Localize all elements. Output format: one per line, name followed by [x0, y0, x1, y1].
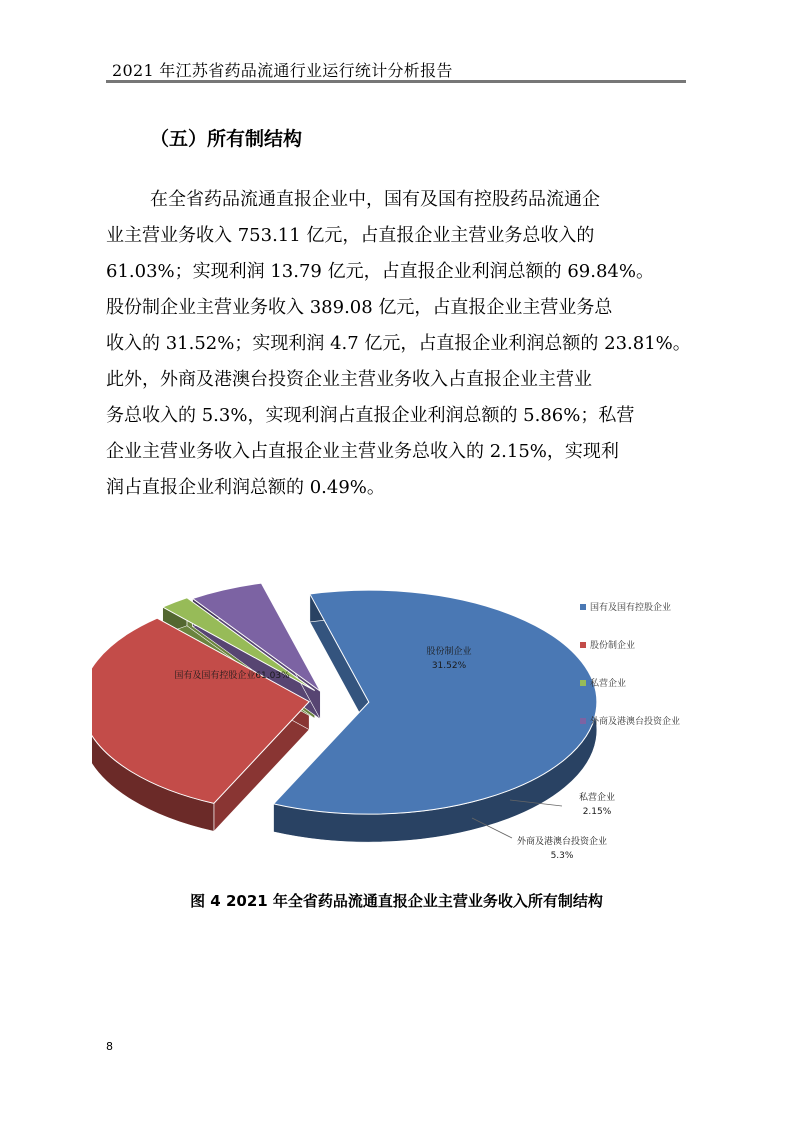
slice-label: 私营企业 — [578, 793, 616, 803]
header-rule — [106, 80, 686, 83]
paragraph-line: 业主营业务收入 753.11 亿元，占直报企业主营业务总收入的 — [106, 225, 595, 246]
slice-label: 国有及国有控股企业61.03% — [174, 671, 290, 681]
slice-value-label: 5.3% — [550, 851, 574, 861]
legend-swatch — [580, 718, 586, 724]
legend-swatch — [580, 604, 586, 610]
paragraph-line: 此外，外商及港澳台投资企业主营业务收入占直报企业主营业 — [106, 369, 592, 390]
legend-swatch — [580, 642, 586, 648]
pie-chart-svg — [92, 582, 712, 882]
section-title: （五）所有制结构 — [150, 128, 303, 150]
header-title: 2021 年江苏省药品流通行业运行统计分析报告 — [112, 61, 453, 80]
page-number: 8 — [106, 1040, 113, 1053]
slice-label: 股份制企业 — [426, 647, 472, 657]
legend-item: 外商及港澳台投资企业 — [590, 717, 681, 727]
legend-item: 私营企业 — [590, 679, 627, 689]
legend-swatch — [580, 680, 586, 686]
legend-item: 股份制企业 — [590, 641, 636, 651]
paragraph-line: 股份制企业主营业务收入 389.08 亿元，占直报企业主营业务总 — [106, 297, 613, 318]
ownership-pie-chart — [92, 582, 712, 882]
legend-item: 国有及国有控股企业 — [590, 603, 672, 613]
figure-caption: 图 4 2021 年全省药品流通直报企业主营业务收入所有制结构 — [190, 892, 603, 910]
paragraph-line: 61.03%；实现利润 13.79 亿元，占直报企业利润总额的 69.84%。 — [106, 261, 654, 282]
slice-value-label: 2.15% — [582, 807, 612, 817]
paragraph-line: 润占直报企业利润总额的 0.49%。 — [106, 477, 385, 498]
body-paragraph — [106, 182, 691, 506]
slice-value-label: 31.52% — [431, 661, 467, 671]
paragraph-line: 企业主营业务收入占直报企业主营业务总收入的 2.15%，实现利 — [106, 441, 619, 462]
paragraph-line: 在全省药品流通直报企业中，国有及国有控股药品流通企 — [150, 189, 600, 210]
page-header — [106, 52, 686, 78]
paragraph-line: 务总收入的 5.3%，实现利润占直报企业利润总额的 5.86%；私营 — [106, 405, 635, 426]
slice-label: 外商及港澳台投资企业 — [516, 837, 608, 847]
paragraph-line: 收入的 31.52%；实现利润 4.7 亿元，占直报企业利润总额的 23.81%。 — [106, 333, 691, 354]
